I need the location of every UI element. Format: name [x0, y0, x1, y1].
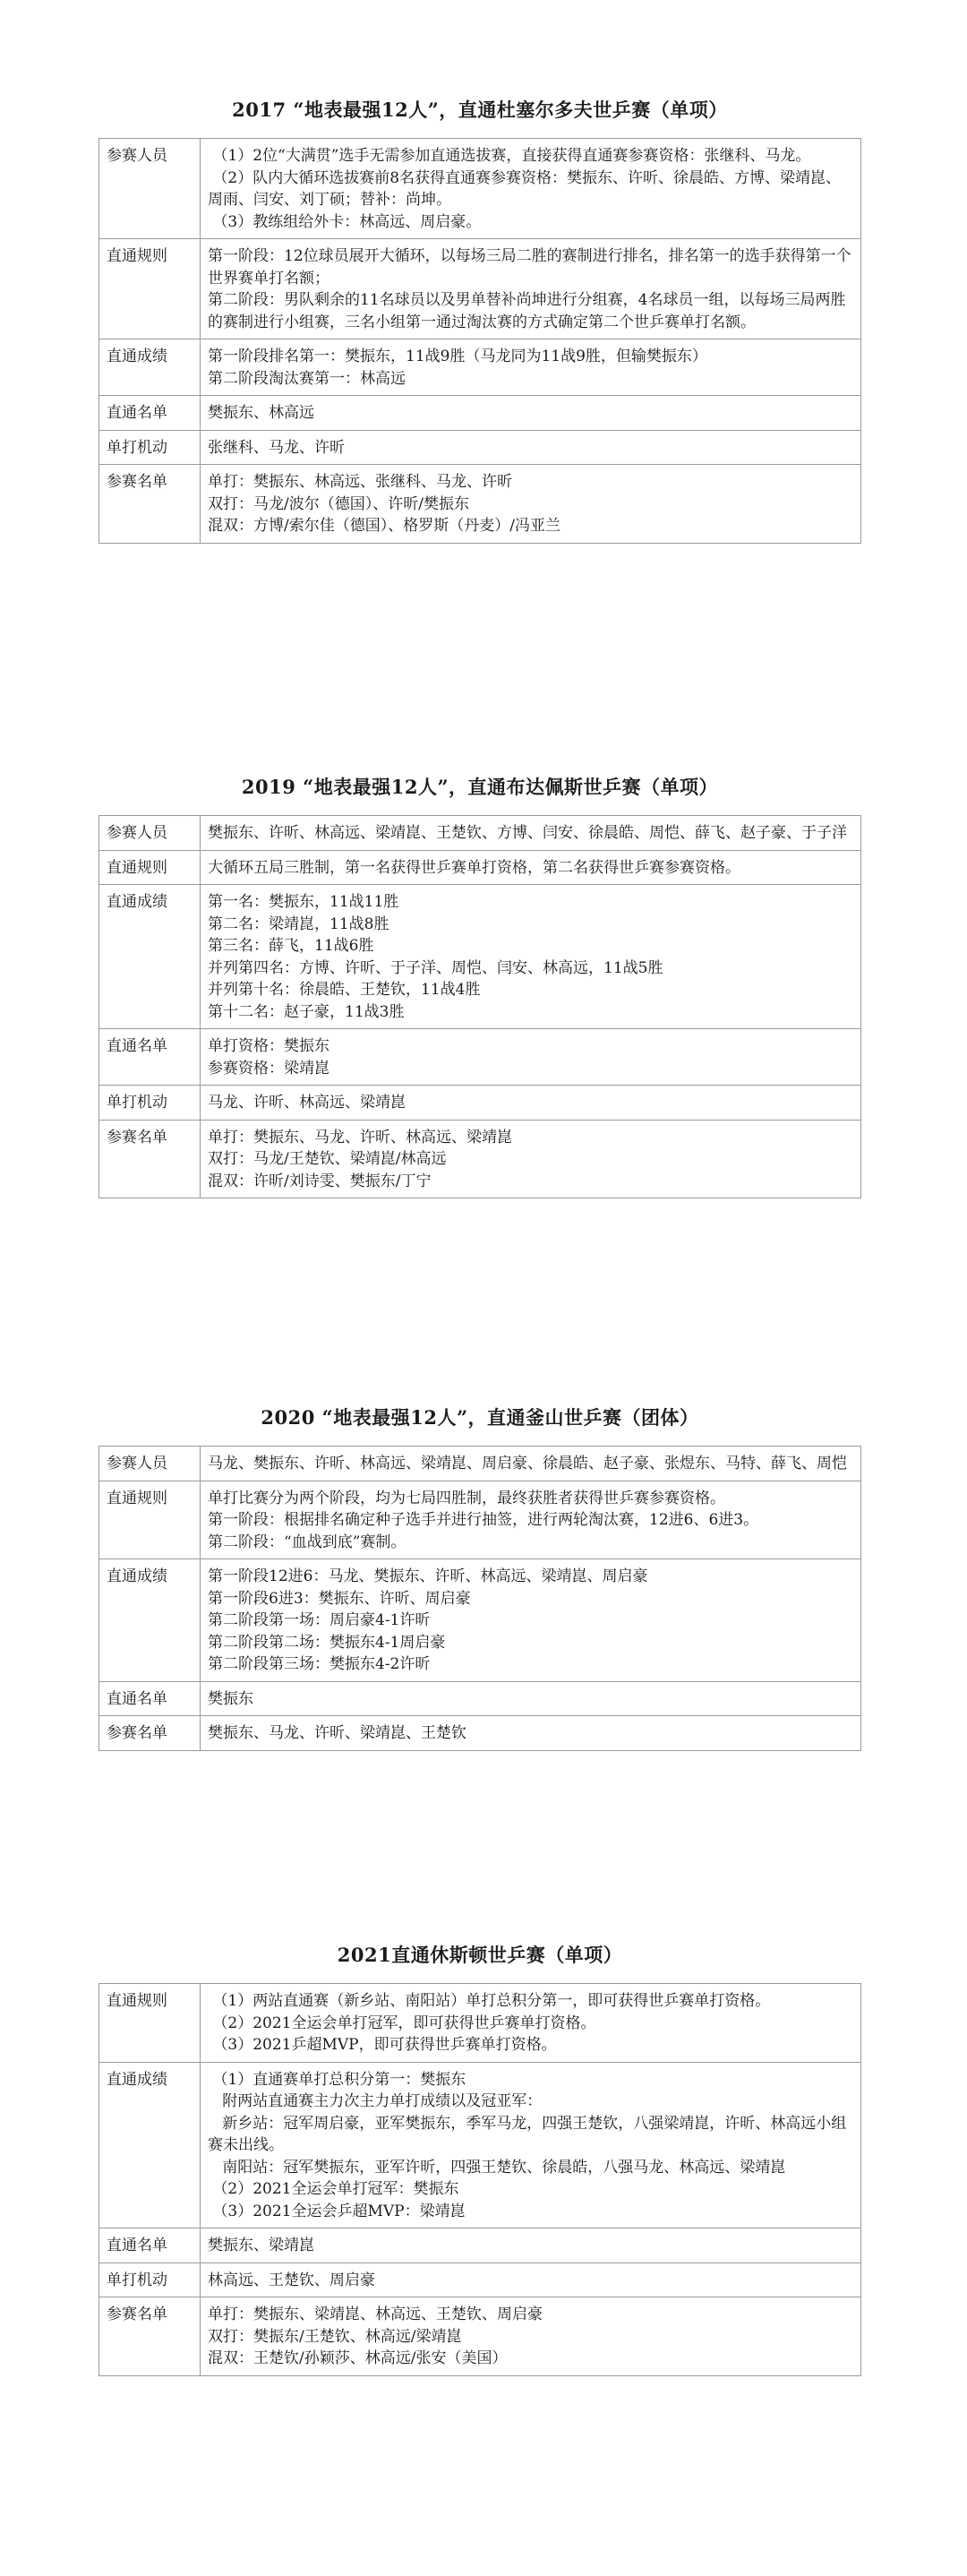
content-line: 樊振东、林高远	[208, 404, 314, 422]
content-line: 混双：方博/索尔佳（德国）、格罗斯（丹麦）/冯亚兰	[208, 517, 561, 535]
info-table	[98, 1983, 861, 2376]
table-row	[99, 1447, 861, 1481]
content-line: 新乡站：冠军周启豪，亚军樊振东，季军马龙，四强王楚钦，八强梁靖崑，许昕、林高远小组赛未出线。	[208, 2114, 847, 2154]
section-2020	[98, 1403, 861, 1751]
content-line: 张继科、马龙、许昕	[208, 438, 345, 457]
content-line: 第二阶段：男队剩余的11名球员以及男单替补尚坤进行分组赛，4名球员一组，以每场三局两胜的赛制进行小组赛，三名小组第一通过淘汰赛的方式确定第二个世乒赛单打名额。	[208, 291, 846, 331]
table-row	[99, 816, 861, 851]
content-line: 樊振东	[208, 1689, 253, 1708]
info-table	[98, 815, 861, 1198]
content-line: 林高远、王楚钦、周启豪	[208, 2271, 375, 2289]
content-line: 第二阶段第二场：樊振东4-1周启豪	[208, 1633, 446, 1652]
section-title: 2021直通休斯顿世乒赛（单项）	[337, 1944, 623, 1966]
row-content	[201, 430, 861, 465]
section-title: 2019 “地表最强12人”，直通布达佩斯世乒赛（单项）	[241, 776, 719, 798]
row-content	[201, 1984, 861, 2063]
content-line: （3）2021乒超MVP，即可获得世乒赛单打资格。	[208, 2036, 557, 2054]
table-row	[99, 1716, 861, 1751]
row-label: 直通规则	[99, 1481, 201, 1559]
row-label: 参赛名单	[99, 465, 201, 544]
row-label: 直通规则	[99, 850, 201, 885]
content-line: 单打比赛分为两个阶段，均为七局四胜制，最终获胜者获得世乒赛参赛资格。	[208, 1489, 725, 1507]
table-row	[99, 396, 861, 431]
content-line: （3）教练组给外卡：林高远、周启豪。	[208, 212, 482, 231]
table-row	[99, 2263, 861, 2297]
row-label: 直通成绩	[99, 885, 201, 1029]
table-row	[99, 1120, 861, 1198]
row-content	[201, 850, 861, 885]
row-label: 直通规则	[99, 239, 201, 339]
section-2019	[98, 772, 861, 1198]
content-line: （2）2021全运会单打冠军：樊振东	[208, 2180, 459, 2198]
table-row	[99, 465, 861, 544]
table-row	[99, 2062, 861, 2228]
row-content	[201, 1120, 861, 1198]
section-2017	[98, 95, 861, 544]
content-line: 第三名：薛飞，11战6胜	[208, 937, 374, 955]
content-line: 双打：马龙/波尔（德国）、许昕/樊振东	[208, 494, 469, 513]
row-label: 单打机动	[99, 430, 201, 465]
content-line: （3）2021全运会乒超MVP：梁靖崑	[208, 2202, 466, 2220]
content-line: 第一阶段12进6：马龙、樊振东、许昕、林高远、梁靖崑、周启豪	[208, 1567, 648, 1585]
content-line: 并列第四名：方博、许昕、于子洋、周恺、闫安、林高远，11战5胜	[208, 958, 663, 977]
content-line: （1）2位“大满贯”选手无需参加直通选拔赛，直接获得直通赛参赛资格：张继科、马龙。	[208, 147, 811, 165]
content-line: （2）2021全运会单打冠军，即可获得世乒赛单打资格。	[208, 2014, 596, 2032]
row-label: 参赛人员	[99, 1447, 201, 1481]
content-line: 第二阶段第三场：樊振东4-2许昕	[208, 1655, 431, 1673]
content-line: 第一阶段：12位球员展开大循环，以每场三局二胜的赛制进行排名，排名第一的选手获得第一个世界赛单打名额；	[208, 247, 851, 288]
row-content	[201, 885, 861, 1029]
content-line: 混双：王楚钦/孙颖莎、林高远/张安（美国）	[208, 2349, 508, 2367]
content-line: 第一阶段排名第一：樊振东，11战9胜（马龙同为11战9胜，但输樊振东）	[208, 348, 707, 365]
row-content	[201, 1481, 861, 1559]
table-row	[99, 2297, 861, 2376]
row-label: 参赛人员	[99, 816, 201, 851]
row-content	[201, 239, 861, 339]
content-line: 单打：樊振东、林高远、张继科、马龙、许昕	[208, 473, 512, 491]
table-row	[99, 885, 861, 1029]
row-content	[201, 2228, 861, 2263]
content-line: 大循环五局三胜制，第一名获得世乒赛单打资格，第二名获得世乒赛参赛资格。	[208, 858, 740, 877]
table-row	[99, 2228, 861, 2263]
table-body	[99, 1447, 861, 1751]
content-line: 第一阶段6进3：樊振东、许昕、周启豪	[208, 1589, 471, 1608]
section-title: 2017 “地表最强12人”，直通杜塞尔多夫世乒赛（单项）	[232, 99, 728, 121]
table-row	[99, 1086, 861, 1121]
table-body	[99, 139, 861, 544]
content-line: 马龙、许昕、林高远、梁靖崑	[208, 1094, 406, 1112]
content-line: 参赛资格：梁靖崑	[208, 1059, 329, 1078]
content-line: 并列第十名：徐晨皓、王楚钦，11战4胜	[208, 981, 481, 999]
row-label: 直通名单	[99, 396, 201, 431]
table-body	[99, 816, 861, 1198]
row-content	[201, 396, 861, 431]
content-line: 第十二名：赵子豪，11战3胜	[208, 1002, 405, 1021]
content-line: 附两站直通赛主力次主力单打成绩以及冠亚军：	[208, 2092, 543, 2110]
row-content	[201, 2263, 861, 2297]
row-content	[201, 816, 861, 851]
row-content	[201, 2297, 861, 2376]
row-label: 直通名单	[99, 2228, 201, 2263]
table-row	[99, 139, 861, 239]
row-content	[201, 139, 861, 239]
info-table	[98, 138, 861, 544]
content-line: 混双：许昕/刘诗雯、樊振东/丁宁	[208, 1172, 432, 1190]
table-row	[99, 1481, 861, 1559]
content-line: 双打：马龙/王楚钦、梁靖崑/林高远	[208, 1150, 447, 1168]
row-label: 直通名单	[99, 1681, 201, 1716]
row-content	[201, 1559, 861, 1682]
row-label: 直通成绩	[99, 339, 201, 396]
table-body	[99, 1984, 861, 2376]
content-line: 樊振东、梁靖崑	[208, 2237, 314, 2254]
content-line: 樊振东、许昕、林高远、梁靖崑、王楚钦、方博、闫安、徐晨皓、周恺、薛飞、赵子豪、于子洋	[208, 824, 847, 842]
row-label: 参赛名单	[99, 1120, 201, 1198]
row-label: 单打机动	[99, 1086, 201, 1121]
table-row	[99, 850, 861, 885]
content-line: （2）队内大循环选拔赛前8名获得直通赛参赛资格：樊振东、许昕、徐晨皓、方博、梁靖崑、周雨、闫安、刘丁硕；替补：尚坤。	[208, 168, 842, 209]
table-row	[99, 339, 861, 396]
row-content	[201, 465, 861, 544]
row-label: 单打机动	[99, 2263, 201, 2297]
content-line: 单打：樊振东、马龙、许昕、林高远、梁靖崑	[208, 1128, 512, 1146]
table-row	[99, 1029, 861, 1086]
row-content	[201, 339, 861, 396]
content-line: 第二阶段淘汰赛第一：林高远	[208, 369, 406, 388]
info-table	[98, 1446, 861, 1751]
row-label: 参赛人员	[99, 139, 201, 239]
row-label: 直通成绩	[99, 2062, 201, 2228]
table-row	[99, 239, 861, 339]
content-line: 第一名：樊振东，11战11胜	[208, 893, 399, 911]
content-line: 第一阶段：根据排名确定种子选手并进行抽签，进行两轮淘汰赛，12进6、6进3。	[208, 1511, 759, 1529]
row-content	[201, 1681, 861, 1716]
row-content	[201, 1029, 861, 1086]
content-line: 樊振东、马龙、许昕、梁靖崑、王楚钦	[208, 1724, 466, 1742]
content-line: 双打：樊振东/王楚钦、林高远/梁靖崑	[208, 2327, 462, 2346]
row-label: 直通名单	[99, 1029, 201, 1086]
section-title: 2020 “地表最强12人”，直通釜山世乒赛（团体）	[261, 1406, 699, 1429]
row-content	[201, 1716, 861, 1751]
content-line: 南阳站：冠军樊振东，亚军许昕，四强王楚钦、徐晨皓，八强马龙、林高远、梁靖崑	[208, 2158, 786, 2177]
table-row	[99, 430, 861, 465]
section-2021	[98, 1940, 861, 2376]
row-label: 直通规则	[99, 1984, 201, 2063]
table-row	[99, 1559, 861, 1682]
row-content	[201, 1086, 861, 1121]
content-line: 单打资格：樊振东	[208, 1037, 329, 1055]
content-line: 第二阶段：“血战到底”赛制。	[208, 1533, 406, 1551]
table-row	[99, 1984, 861, 2063]
content-line: （1）直通赛单打总积分第一：樊振东	[208, 2070, 466, 2089]
content-line: 单打：樊振东、梁靖崑、林高远、王楚钦、周启豪	[208, 2306, 543, 2323]
content-line: 第二名：梁靖崑，11战8胜	[208, 914, 389, 933]
row-label: 参赛名单	[99, 1716, 201, 1751]
table-row	[99, 1681, 861, 1716]
content-line: （1）两站直通赛（新乡站、南阳站）单打总积分第一，即可获得世乒赛单打资格。	[208, 1992, 771, 2010]
row-content	[201, 1447, 861, 1481]
content-line: 第二阶段第一场：周启豪4-1许昕	[208, 1611, 431, 1629]
row-label: 参赛名单	[99, 2297, 201, 2376]
row-content	[201, 2062, 861, 2228]
content-line: 马龙、樊振东、许昕、林高远、梁靖崑、周启豪、徐晨皓、赵子豪、张煜东、马特、薛飞、周恺	[208, 1455, 847, 1473]
row-label: 直通成绩	[99, 1559, 201, 1682]
